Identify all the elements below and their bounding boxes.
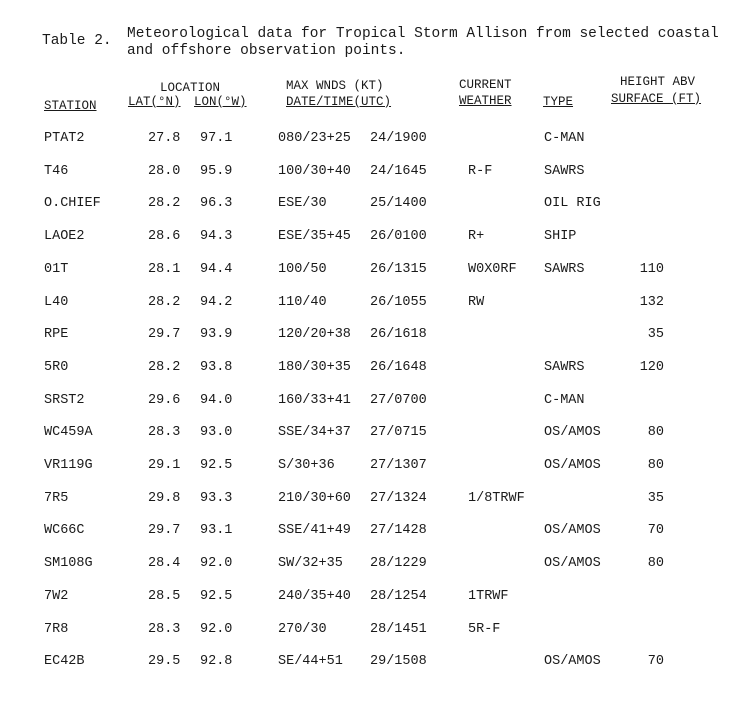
max-winds-cell: 100/50 <box>278 261 327 277</box>
lat-cell: 29.7 <box>148 327 181 343</box>
max-winds-cell: 180/30+35 <box>278 359 351 375</box>
lat-cell: 28.0 <box>148 163 181 179</box>
caption-line-1: Meteorological data for Tropical Storm Allison from selected coastal <box>127 26 719 42</box>
lat-cell: 28.2 <box>148 359 181 375</box>
caption-text <box>127 26 719 60</box>
date-time-cell: 26/1648 <box>370 359 427 375</box>
type-cell: OS/AMOS <box>544 425 601 441</box>
height-cell: 80 <box>647 556 664 572</box>
lat-cell: 28.2 <box>148 196 181 212</box>
max-winds-cell: 080/23+25 <box>278 131 351 146</box>
header-lon: LON(°W) <box>194 95 247 109</box>
caption-line-2: and offshore observation points. <box>127 43 406 59</box>
header-current: CURRENT <box>459 78 512 92</box>
table-row <box>0 164 740 184</box>
table-row <box>0 622 740 642</box>
max-winds-cell: SSE/41+49 <box>278 523 351 539</box>
max-winds-cell: 210/30+60 <box>278 490 351 506</box>
max-winds-cell: SW/32+35 <box>278 556 343 572</box>
station-cell: 7R8 <box>44 621 69 637</box>
table-row <box>0 491 740 511</box>
max-winds-cell: SSE/34+37 <box>278 425 351 441</box>
date-time-cell: 27/0715 <box>370 425 427 441</box>
type-cell: SAWRS <box>544 163 585 179</box>
lat-cell: 28.3 <box>148 425 181 441</box>
lon-cell: 94.3 <box>200 229 233 245</box>
lat-cell: 28.4 <box>148 556 181 572</box>
lon-cell: 92.5 <box>200 588 233 604</box>
table-row <box>0 229 740 249</box>
station-cell: RPE <box>44 327 69 343</box>
type-cell: OS/AMOS <box>544 556 601 572</box>
table-row <box>0 523 740 543</box>
station-cell: WC459A <box>44 425 93 441</box>
max-winds-cell: ESE/35+45 <box>278 229 351 245</box>
date-time-cell: 26/1315 <box>370 261 427 277</box>
header-station: STATION <box>44 99 97 113</box>
lat-cell: 29.7 <box>148 523 181 539</box>
header-location: LOCATION <box>160 81 221 95</box>
lon-cell: 93.8 <box>200 359 233 375</box>
date-time-cell: 26/1618 <box>370 327 427 343</box>
header-surface: SURFACE (FT) <box>611 92 702 106</box>
lon-cell: 93.1 <box>200 523 233 539</box>
station-cell: EC42B <box>44 654 85 670</box>
station-cell: SRST2 <box>44 392 85 408</box>
table-row <box>0 589 740 609</box>
date-time-cell: 24/1900 <box>370 131 427 146</box>
type-cell: SHIP <box>544 229 577 245</box>
lon-cell: 94.2 <box>200 294 233 310</box>
date-time-cell: 28/1229 <box>370 556 427 572</box>
station-cell: 7R5 <box>44 490 69 506</box>
max-winds-cell: ESE/30 <box>278 196 327 212</box>
type-cell: OS/AMOS <box>544 458 601 473</box>
type-cell: OS/AMOS <box>544 523 601 539</box>
station-cell: WC66C <box>44 523 85 539</box>
height-cell: 80 <box>647 458 664 473</box>
date-time-cell: 25/1400 <box>370 196 427 212</box>
height-cell: 120 <box>639 359 664 375</box>
lon-cell: 94.0 <box>200 392 233 408</box>
weather-cell: R+ <box>468 229 485 245</box>
date-time-cell: 27/1324 <box>370 490 427 506</box>
lat-cell: 29.8 <box>148 490 181 506</box>
weather-cell: 5R-F <box>468 621 501 637</box>
lat-cell: 29.6 <box>148 392 181 408</box>
date-time-cell: 26/1055 <box>370 294 427 310</box>
type-cell: OIL RIG <box>544 196 601 212</box>
lat-cell: 28.2 <box>148 294 181 310</box>
lat-cell: 28.3 <box>148 621 181 637</box>
station-cell: 7W2 <box>44 588 69 604</box>
station-cell: VR119G <box>44 458 93 473</box>
table-row <box>0 327 740 347</box>
height-cell: 35 <box>647 327 664 343</box>
date-time-cell: 26/0100 <box>370 229 427 245</box>
weather-cell: 1/8TRWF <box>468 490 525 506</box>
type-cell: C-MAN <box>544 131 585 146</box>
lon-cell: 92.5 <box>200 458 233 473</box>
table-row <box>0 262 740 282</box>
table-row <box>0 295 740 315</box>
lat-cell: 28.1 <box>148 261 181 277</box>
lat-cell: 29.5 <box>148 654 181 670</box>
lon-cell: 97.1 <box>200 131 233 146</box>
header-max-winds: MAX WNDS (KT) <box>286 79 384 93</box>
table-row <box>0 196 740 216</box>
max-winds-cell: 270/30 <box>278 621 327 637</box>
lon-cell: 93.0 <box>200 425 233 441</box>
table-row <box>0 360 740 380</box>
weather-cell: 1TRWF <box>468 588 509 604</box>
date-time-cell: 28/1451 <box>370 621 427 637</box>
height-cell: 80 <box>647 425 664 441</box>
height-cell: 70 <box>647 654 664 670</box>
height-cell: 70 <box>647 523 664 539</box>
height-cell: 35 <box>647 490 664 506</box>
table-row <box>0 131 740 151</box>
station-cell: SM108G <box>44 556 93 572</box>
height-cell: 132 <box>639 294 664 310</box>
type-cell: SAWRS <box>544 359 585 375</box>
weather-cell: R-F <box>468 163 493 179</box>
caption-label: Table 2. <box>42 33 112 49</box>
header-weather: WEATHER <box>459 94 512 108</box>
date-time-cell: 27/1428 <box>370 523 427 539</box>
header-date-time: DATE/TIME(UTC) <box>286 95 392 109</box>
table-row <box>0 654 740 674</box>
lat-cell: 29.1 <box>148 458 181 473</box>
lon-cell: 92.0 <box>200 621 233 637</box>
max-winds-cell: SE/44+51 <box>278 654 343 670</box>
lon-cell: 93.3 <box>200 490 233 506</box>
station-cell: O.CHIEF <box>44 196 101 212</box>
header-type: TYPE <box>543 95 574 109</box>
weather-cell: RW <box>468 294 485 310</box>
lon-cell: 94.4 <box>200 261 233 277</box>
date-time-cell: 24/1645 <box>370 163 427 179</box>
table-row <box>0 425 740 445</box>
type-cell: OS/AMOS <box>544 654 601 670</box>
max-winds-cell: 100/30+40 <box>278 163 351 179</box>
lon-cell: 96.3 <box>200 196 233 212</box>
table-row <box>0 556 740 576</box>
max-winds-cell: 240/35+40 <box>278 588 351 604</box>
date-time-cell: 27/0700 <box>370 392 427 408</box>
station-cell: L40 <box>44 294 69 310</box>
lat-cell: 27.8 <box>148 131 181 146</box>
station-cell: T46 <box>44 163 69 179</box>
header-lat: LAT(°N) <box>128 95 181 109</box>
height-cell: 110 <box>639 261 664 277</box>
table-row <box>0 458 740 478</box>
max-winds-cell: 120/20+38 <box>278 327 351 343</box>
station-cell: 01T <box>44 261 69 277</box>
lon-cell: 95.9 <box>200 163 233 179</box>
type-cell: SAWRS <box>544 261 585 277</box>
date-time-cell: 29/1508 <box>370 654 427 670</box>
date-time-cell: 28/1254 <box>370 588 427 604</box>
type-cell: C-MAN <box>544 392 585 408</box>
station-cell: 5R0 <box>44 359 69 375</box>
lat-cell: 28.5 <box>148 588 181 604</box>
lat-cell: 28.6 <box>148 229 181 245</box>
station-cell: PTAT2 <box>44 131 85 146</box>
lon-cell: 93.9 <box>200 327 233 343</box>
max-winds-cell: 160/33+41 <box>278 392 351 408</box>
date-time-cell: 27/1307 <box>370 458 427 473</box>
lon-cell: 92.0 <box>200 556 233 572</box>
table-row <box>0 393 740 413</box>
lon-cell: 92.8 <box>200 654 233 670</box>
max-winds-cell: S/30+36 <box>278 458 335 473</box>
weather-cell: W0X0RF <box>468 261 517 277</box>
max-winds-cell: 110/40 <box>278 294 327 310</box>
station-cell: LAOE2 <box>44 229 85 245</box>
header-height: HEIGHT ABV <box>620 75 696 89</box>
